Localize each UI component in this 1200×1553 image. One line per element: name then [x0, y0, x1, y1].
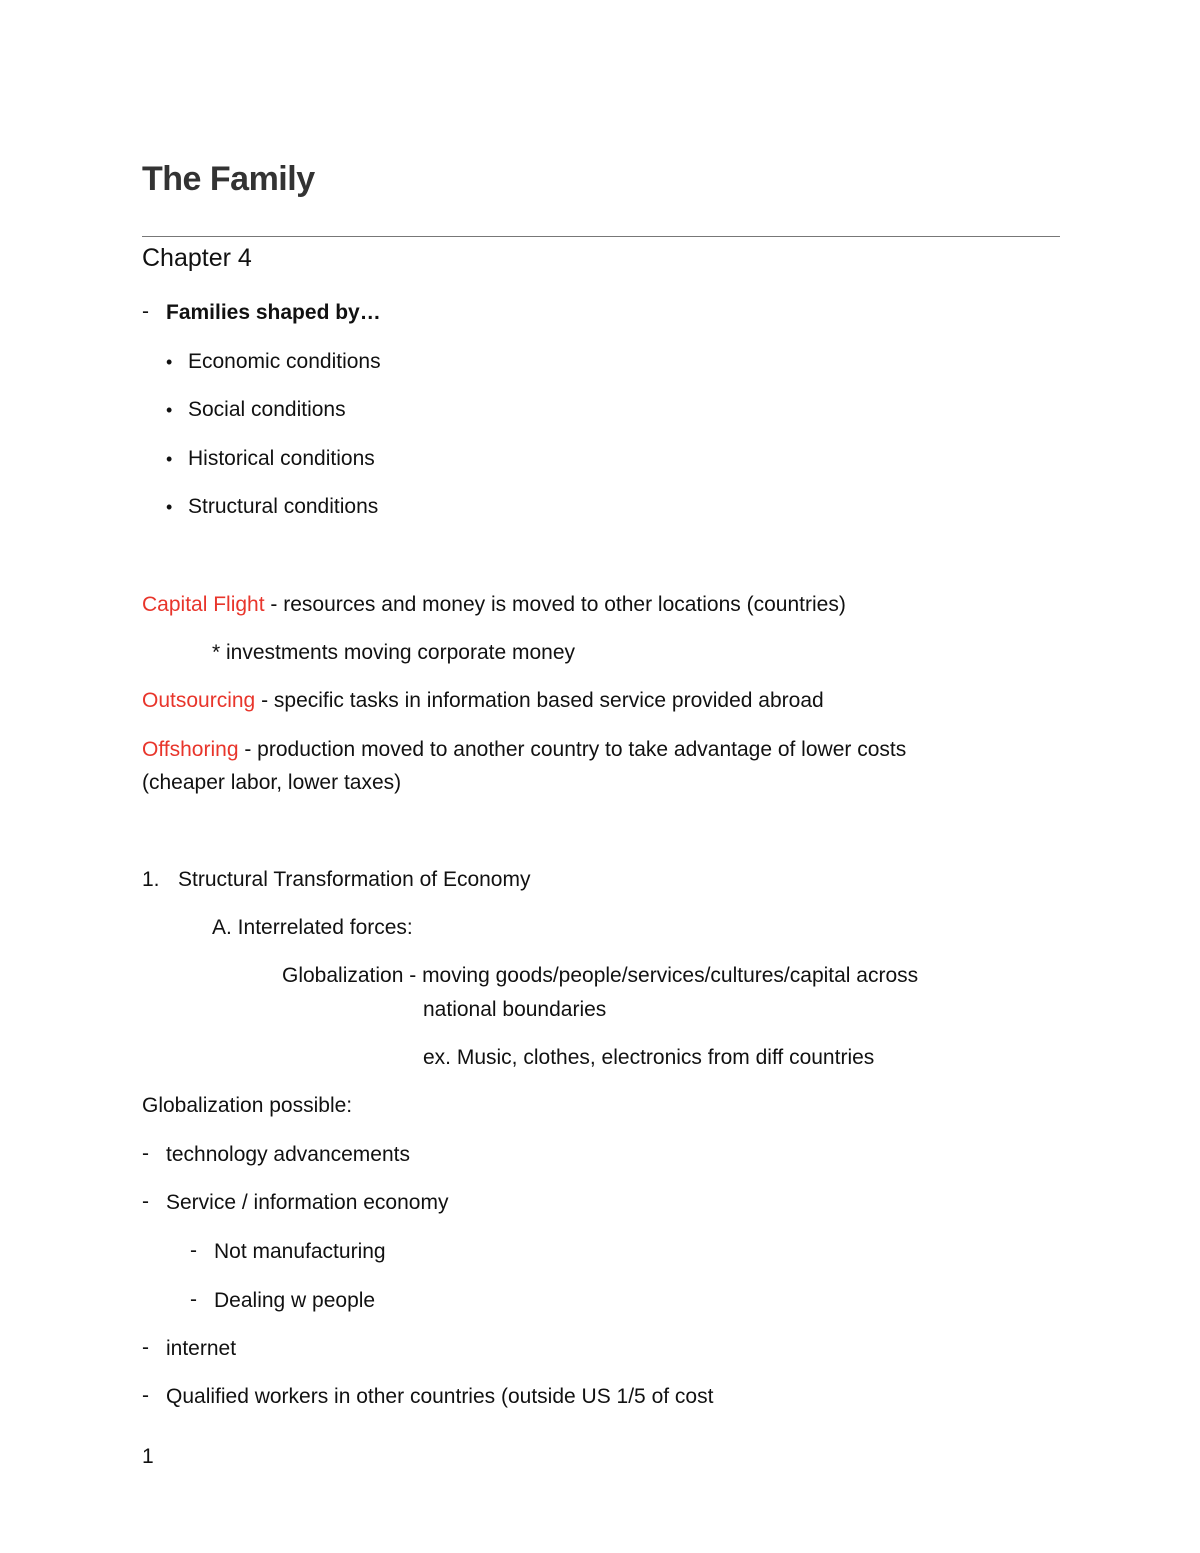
possible-subitem: Not manufacturing [214, 1240, 386, 1263]
condition-item: Structural conditions [188, 495, 379, 518]
shaped-heading: Families shaped by… [166, 301, 381, 324]
dash-marker: - [142, 1384, 149, 1407]
bullet-marker: • [166, 497, 173, 517]
page-number: 1 [142, 1445, 154, 1468]
dash-marker: - [190, 1239, 197, 1262]
def-outsourcing: - specific tasks in information based service provided abroad [255, 689, 824, 712]
condition-item: Social conditions [188, 398, 346, 421]
possible-item: Qualified workers in other countries (outside US 1/5 of cost [166, 1385, 714, 1408]
def-offshoring: - production moved to another country to take advantage of lower costs [238, 738, 907, 761]
possible-subitem: Dealing w people [214, 1289, 376, 1312]
definition-offshoring [142, 738, 906, 762]
term-outsourcing: Outsourcing [142, 689, 256, 712]
title-divider [142, 236, 1060, 237]
globalization-definition: Globalization - moving goods/people/services/cultures/capital across [282, 964, 919, 987]
dash-marker: - [190, 1288, 197, 1311]
bullet-marker: • [166, 449, 173, 469]
possible-item: technology advancements [166, 1143, 410, 1166]
chapter-heading: Chapter 4 [142, 244, 252, 272]
possible-item: Service / information economy [166, 1191, 449, 1214]
section-number: 1. [142, 868, 160, 891]
page-title: The Family [142, 160, 315, 198]
dash-marker: - [142, 300, 149, 323]
bullet-marker: • [166, 400, 173, 420]
dash-marker: - [142, 1190, 149, 1213]
capital-note: * investments moving corporate money [212, 641, 575, 664]
section-heading: Structural Transformation of Economy [178, 868, 531, 891]
globalization-example: ex. Music, clothes, electronics from diff countries [423, 1046, 875, 1069]
term-offshoring: Offshoring [142, 738, 239, 761]
dash-marker: - [142, 1336, 149, 1359]
term-capital-flight: Capital Flight [142, 593, 265, 616]
condition-item: Economic conditions [188, 350, 381, 373]
possible-heading: Globalization possible: [142, 1094, 353, 1117]
def-capital-flight: - resources and money is moved to other locations (countries) [264, 593, 846, 616]
definition-outsourcing [142, 689, 824, 713]
bullet-marker: • [166, 352, 173, 372]
condition-item: Historical conditions [188, 447, 375, 470]
def-offshoring-cont: (cheaper labor, lower taxes) [142, 771, 402, 794]
dash-marker: - [142, 1142, 149, 1165]
possible-item: internet [166, 1337, 237, 1360]
definition-capital-flight [142, 593, 846, 617]
subsection-a: A. Interrelated forces: [212, 916, 413, 939]
globalization-definition-cont: national boundaries [423, 998, 607, 1021]
